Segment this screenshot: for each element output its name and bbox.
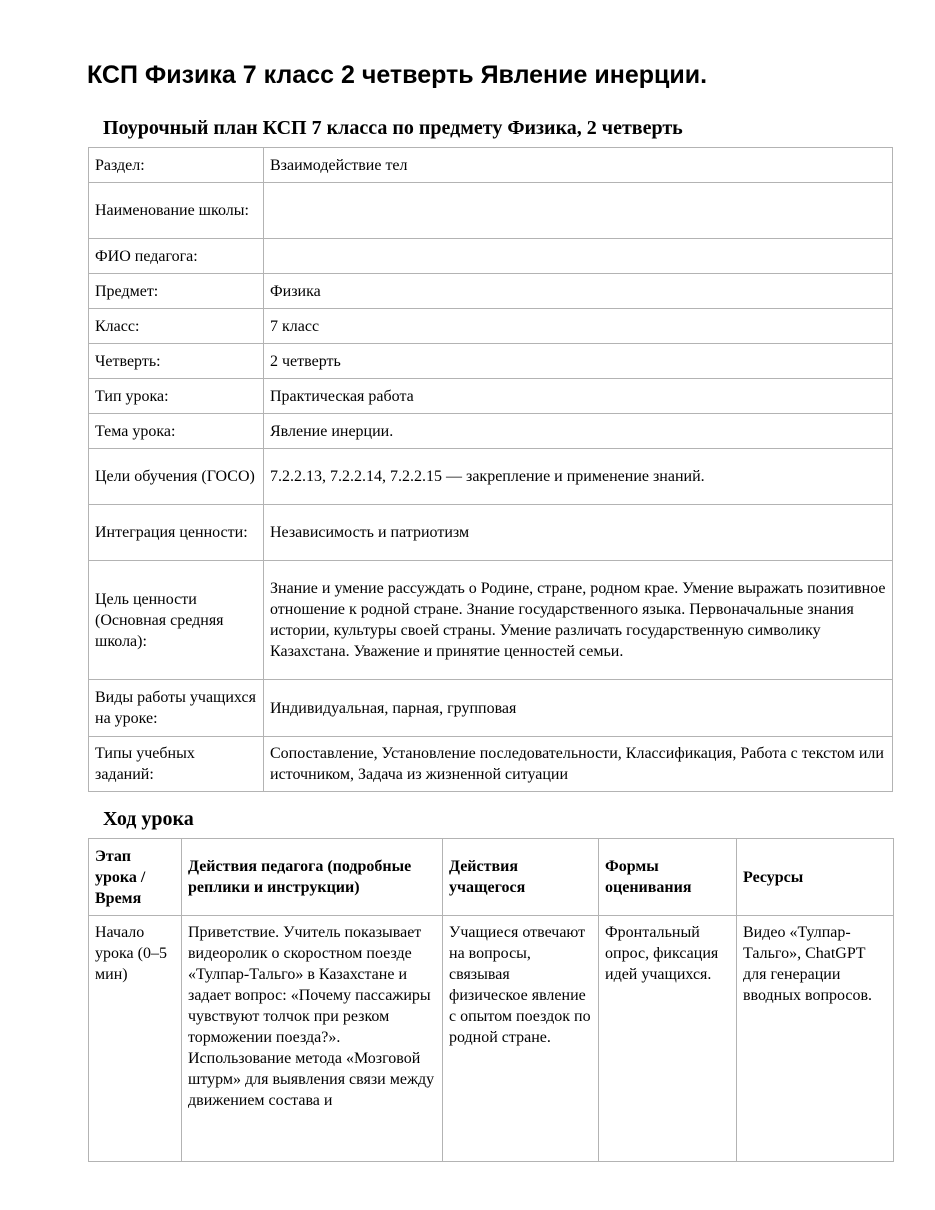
info-value: 7.2.2.13, 7.2.2.14, 7.2.2.15 — закрепление и применение знаний.	[264, 449, 893, 505]
info-label: ФИО педагога:	[89, 239, 264, 274]
cell-assessment: Фронтальный опрос, фиксация идей учащихся.	[599, 916, 737, 1162]
table-row	[89, 309, 893, 344]
info-value: Взаимодействие тел	[264, 148, 893, 183]
column-header-student-actions: Действия учащегося	[443, 839, 599, 916]
info-value	[264, 183, 893, 239]
info-label: Цели обучения (ГОСО)	[89, 449, 264, 505]
info-label: Интеграция ценности:	[89, 505, 264, 561]
table-row	[89, 148, 893, 183]
info-value: Сопоставление, Установление последовательности, Классификация, Работа с текстом или источником, Задача из жизненной ситуации	[264, 737, 893, 792]
info-label: Класс:	[89, 309, 264, 344]
info-label: Тип урока:	[89, 379, 264, 414]
info-label: Раздел:	[89, 148, 264, 183]
cell-student-actions: Учащиеся отвечают на вопросы, связывая физическое явление с опытом поездок по родной стране.	[443, 916, 599, 1162]
info-value: Явление инерции.	[264, 414, 893, 449]
info-value: 7 класс	[264, 309, 893, 344]
info-label: Цель ценности (Основная средняя школа):	[89, 561, 264, 680]
column-header-teacher-actions: Действия педагога (подробные реплики и инструкции)	[182, 839, 443, 916]
table-row	[89, 344, 893, 379]
info-value: 2 четверть	[264, 344, 893, 379]
table-row	[89, 183, 893, 239]
info-label: Четверть:	[89, 344, 264, 379]
lesson-info-table	[88, 147, 893, 792]
table-row	[89, 239, 893, 274]
info-value: Независимость и патриотизм	[264, 505, 893, 561]
table-row	[89, 449, 893, 505]
table-row	[89, 561, 893, 680]
lesson-flow-heading: Ход урока	[103, 808, 194, 830]
cell-stage: Начало урока (0–5 мин)	[89, 916, 182, 1162]
lesson-flow-table	[88, 838, 894, 1162]
info-value: Знание и умение рассуждать о Родине, стране, родном крае. Умение выражать позитивное отношение к родной стране. Знание государственного языка. Первоначальные знания истории, культуры своей страны. Умение различать государственную символику Казахстана. Уважение и принятие ценностей семьи.	[264, 561, 893, 680]
info-label: Типы учебных заданий:	[89, 737, 264, 792]
table-row	[89, 916, 894, 1162]
info-label: Тема урока:	[89, 414, 264, 449]
cell-resources: Видео «Тулпар-Тальго», ChatGPT для генерации вводных вопросов.	[737, 916, 894, 1162]
plan-heading: Поурочный план КСП 7 класса по предмету Физика, 2 четверть	[103, 117, 683, 139]
info-label: Предмет:	[89, 274, 264, 309]
table-row	[89, 414, 893, 449]
column-header-assessment: Формы оценивания	[599, 839, 737, 916]
info-value	[264, 239, 893, 274]
document-title: КСП Физика 7 класс 2 четверть Явление инерции.	[87, 61, 708, 89]
column-header-resources: Ресурсы	[737, 839, 894, 916]
table-row	[89, 505, 893, 561]
info-value: Индивидуальная, парная, групповая	[264, 680, 893, 737]
info-label: Наименование школы:	[89, 183, 264, 239]
info-label: Виды работы учащихся на уроке:	[89, 680, 264, 737]
table-row	[89, 737, 893, 792]
info-value: Практическая работа	[264, 379, 893, 414]
table-row	[89, 274, 893, 309]
info-value: Физика	[264, 274, 893, 309]
cell-teacher-actions: Приветствие. Учитель показывает видеоролик о скоростном поезде «Тулпар-Тальго» в Казахстане и задает вопрос: «Почему пассажиры чувствуют толчок при резком торможении поезда?». Использование метода «Мозговой штурм» для выявления связи между движением состава и	[182, 916, 443, 1162]
table-header-row	[89, 839, 894, 916]
column-header-stage: Этап урока / Время	[89, 839, 182, 916]
table-row	[89, 379, 893, 414]
table-row	[89, 680, 893, 737]
